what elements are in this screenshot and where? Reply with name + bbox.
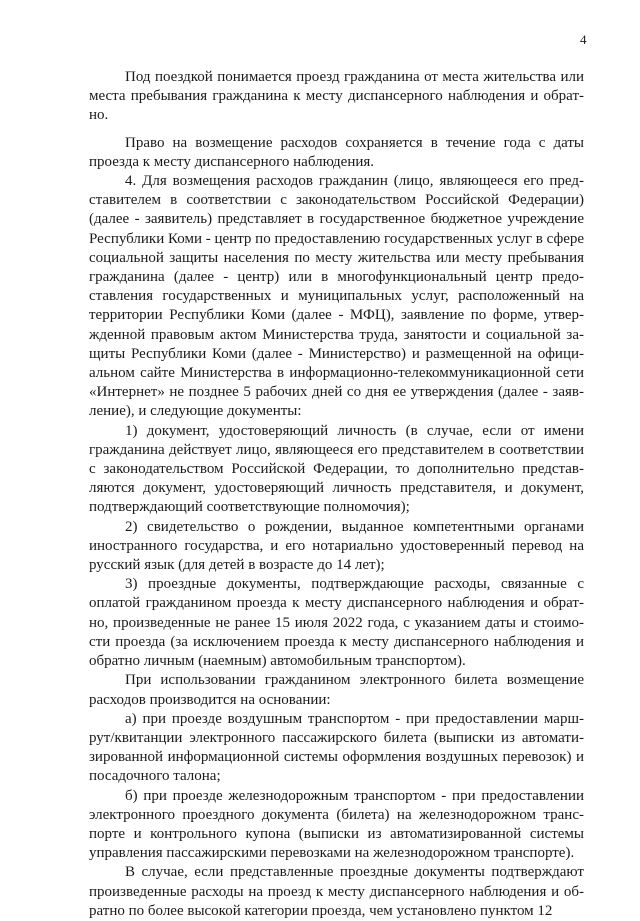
paragraph-trip-definition: Под поездкой понимается проезд гражданина от места жительства или места пребывания гражданина к месту диспансерного наблюдения и обратно. [89, 69, 584, 124]
document-body [89, 68, 584, 921]
page-number: 4 [580, 32, 587, 47]
paragraph-right-to-reimbursement: Право на возмещение расходов сохраняется в течение года с даты проезда к месту диспансерного наблюдения. [89, 134, 584, 170]
list-item-2: 2) свидетельство о рождении, выданное компетентными органами иностранного государства, и его нотариально удостоверенный перевод на русский язык (для детей в возрасте до 14 лет); [89, 518, 584, 574]
list-item-a: а) при проезде воздушным транспортом - при предоставлении маршрут/квитанции электронного пассажирского билета (выписки из автоматизированной информационной системы оформления воздушных перевозок) и посадочного талона; [89, 710, 584, 785]
list-item-b: б) при проезде железнодорожным транспортом - при предоставлении электронного проездного документа (билета) на железнодорожном транспорте и контрольного купона (выписки из автоматизированной системы управления пассажирскими перевозками на железнодорожном транспорте). [89, 787, 584, 862]
list-item-3: 3) проездные документы, подтверждающие расходы, связанные с оплатой гражданином проезда к месту диспансерного наблюдения и обратно, произведенные не ранее 15 июля 2022 года, с указанием даты и стоимости проезда (за исключением проезда к месту диспансерного наблюдения и обратно личным (наемным) автомобильным транспортом). [89, 576, 584, 670]
paragraph-item-4: 4. Для возмещения расходов гражданин (лицо, являющееся его представителем в соответствии с законодательством Российской Федерации) (далее - заявитель) представляет в государственное бюджетное учреждение Республики Коми - центр по предоставлению государственных услуг в сфере социальной защиты населения по месту жительства или месту пребывания гражданина (далее - центр) или в многофункциональный центр предоставления государственных и муниципальных услуг, расположенный на территории Республики Коми (далее - МФЦ), заявление по форме, утвержденной правовым актом Министерства труда, занятости и социальной защиты Республики Коми (далее - Министерство) и размещенной на официальном сайте Министерства в информационно-телекоммуникационной сети «Интернет» не позднее 5 рабочих дней со дня ее утверждения (далее - заявление), и следующие документы: [89, 173, 585, 420]
list-item-1: 1) документ, удостоверяющий личность (в случае, если от имени гражданина действует лицо, являющееся его представителем в соответствии с законодательством Российской Федерации, то дополнительно представляются документ, удостоверяющий личность представителя, и документ, подтверждающий соответствующие полномочия); [89, 422, 584, 516]
paragraph-electronic-ticket: При использовании гражданином электронного билета возмещение расходов производится на основании: [89, 672, 584, 708]
paragraph-higher-category: В случае, если представленные проездные документы подтверждают произведенные расходы на проезд к месту диспансерного наблюдения и обратно по более высокой категории проезда, чем установлено пунктом 12 [89, 864, 584, 919]
